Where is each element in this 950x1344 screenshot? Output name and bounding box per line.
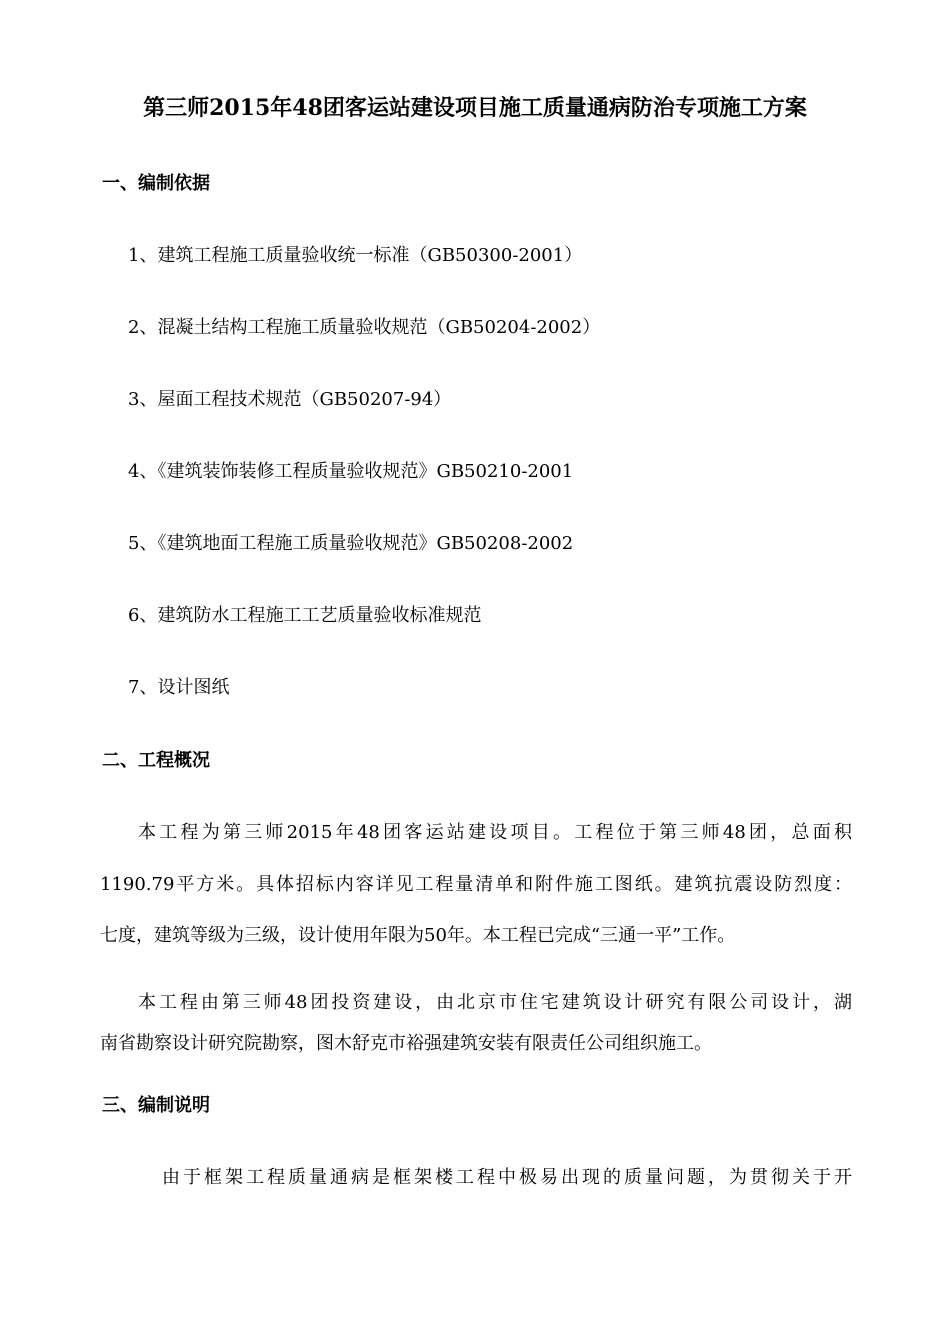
section-heading-basis: 一、编制依据 — [102, 173, 210, 194]
paragraph-line: 本工程为第三师2015年48团客运站建设项目。工程位于第三师48团，总面积 — [138, 822, 852, 843]
list-item: 5、《建筑地面工程施工质量验收规范》GB50208-2002 — [128, 533, 574, 554]
document-title: 第三师2015年48团客运站建设项目施工质量通病防治专项施工方案 — [143, 95, 807, 121]
list-item: 1、建筑工程施工质量验收统一标准（GB50300-2001） — [128, 245, 583, 266]
list-item: 2、混凝土结构工程施工质量验收规范（GB50204-2002） — [128, 317, 601, 338]
list-item: 7、设计图纸 — [128, 677, 230, 698]
paragraph-line: 南省勘察设计研究院勘察，图木舒克市裕强建筑安装有限责任公司组织施工。 — [100, 1033, 712, 1054]
list-item: 6、建筑防水工程施工工艺质量验收标准规范 — [128, 605, 482, 626]
paragraph-line: 由于框架工程质量通病是框架楼工程中极易出现的质量问题，为贯彻关于开 — [162, 1167, 852, 1188]
paragraph-line: 七度，建筑等级为三级，设计使用年限为50年。本工程已完成“三通一平”工作。 — [100, 925, 736, 946]
section-heading-overview: 二、工程概况 — [102, 750, 210, 771]
paragraph-line: 本工程由第三师48团投资建设，由北京市住宅建筑设计研究有限公司设计，湖 — [138, 992, 852, 1013]
list-item: 3、屋面工程技术规范（GB50207-94） — [128, 389, 452, 410]
list-item: 4、《建筑装饰装修工程质量验收规范》GB50210-2001 — [128, 461, 574, 482]
paragraph-line: 1190.79平方米。具体招标内容详见工程量清单和附件施工图纸。建筑抗震设防烈度： — [100, 874, 852, 895]
section-heading-notes: 三、编制说明 — [102, 1095, 210, 1116]
